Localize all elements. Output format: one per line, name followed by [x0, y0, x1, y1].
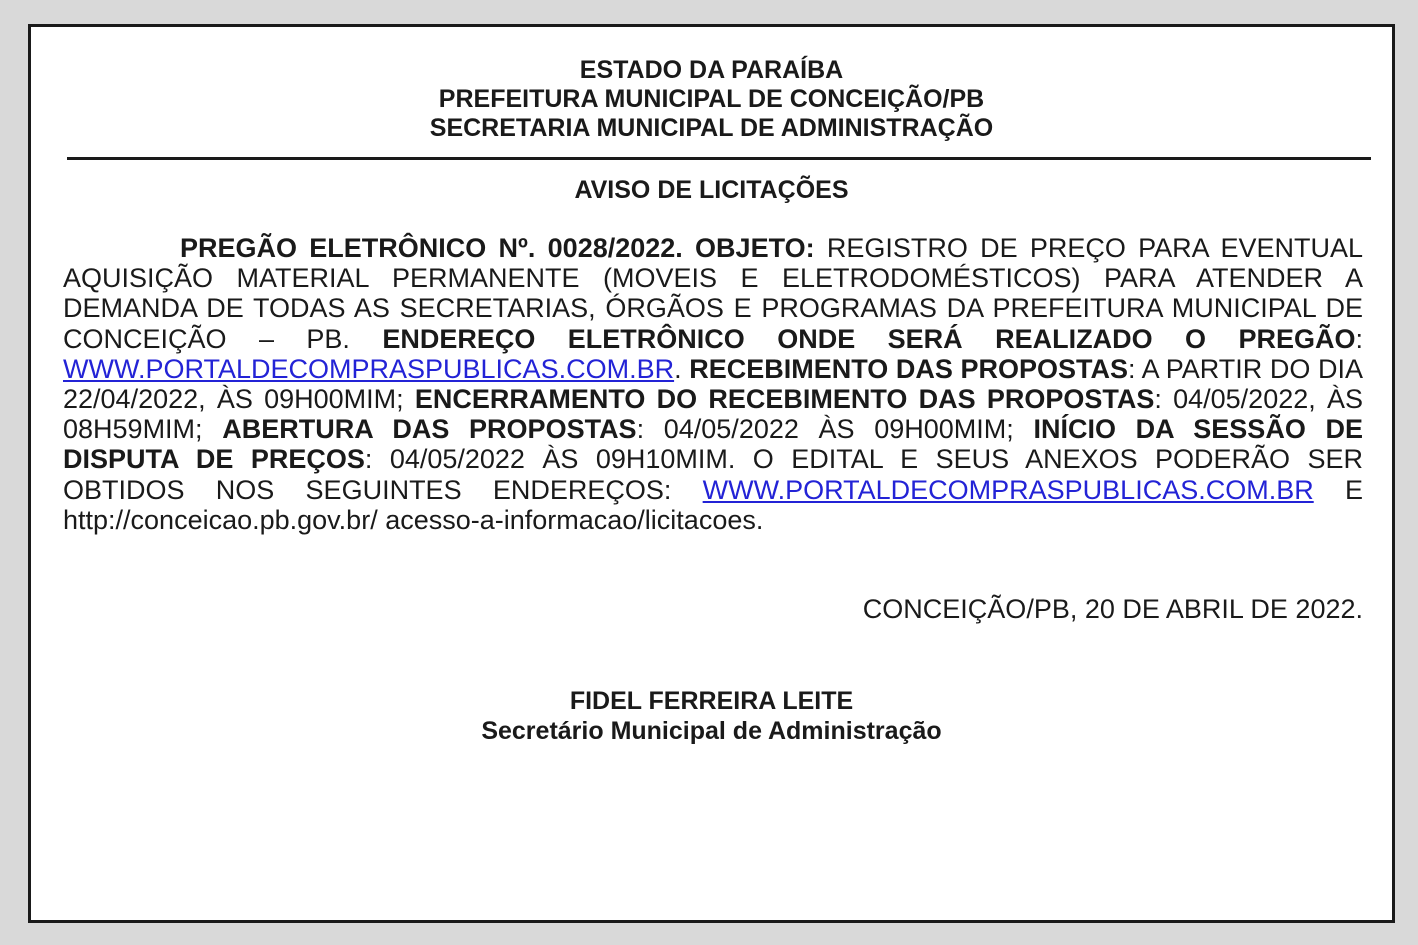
notice-body	[63, 233, 1363, 535]
text-encerramento: : 04/05/2022, ÀS 08H59MIM;	[63, 384, 1363, 445]
notice-frame	[28, 24, 1395, 923]
label-abertura: ABERTURA DAS PROPOSTAS	[222, 414, 637, 445]
portal-link-2[interactable]: WWW.PORTALDECOMPRASPUBLICAS.COM.BR	[702, 474, 1314, 505]
signatory-name: FIDEL FERREIRA LEITE	[569, 687, 854, 715]
header-block	[31, 56, 1392, 143]
header-municipality: PREFEITURA MUNICIPAL DE CONCEIÇÃO/PB	[438, 85, 985, 113]
header-department: SECRETARIA MUNICIPAL DE ADMINISTRAÇÃO	[429, 114, 994, 142]
place-date: CONCEIÇÃO/PB, 20 DE ABRIL DE 2022.	[862, 594, 1363, 624]
signature-block	[31, 686, 1392, 746]
label-recebimento: RECEBIMENTO DAS PROPOSTAS	[689, 353, 1128, 384]
header-state: ESTADO DA PARAÍBA	[579, 56, 844, 84]
header-divider	[67, 157, 1371, 160]
text-recebimento: : A PARTIR DO DIA 22/04/2022, ÀS 09H00MIM;	[63, 353, 1363, 415]
label-encerramento: ENCERRAMENTO DO RECEBIMENTO DAS PROPOSTAS	[414, 384, 1155, 415]
signatory-role: Secretário Municipal de Administração	[481, 717, 942, 745]
label-pregao: PREGÃO ELETRÔNICO Nº. 0028/2022. OBJETO:	[180, 233, 815, 263]
label-endereco: ENDEREÇO ELETRÔNICO ONDE SERÁ REALIZADO O PREGÃO	[382, 323, 1356, 354]
text-abertura: : 04/05/2022 ÀS 09H00MIM;	[636, 414, 1034, 445]
sep-endereco: :	[1355, 323, 1363, 354]
sep-after-link: .	[674, 353, 690, 384]
text-tail: E http://conceicao.pb.gov.br/ acesso-a-informacao/licitacoes.	[63, 474, 1363, 535]
text-objeto: REGISTRO DE PREÇO PARA EVENTUAL AQUISIÇÃO MATERIAL PERMANENTE (MOVEIS E ELETRODOMÉSTICOS) PARA ATENDER A DEMANDA DE TODAS AS SECRETARIAS, ÓRGÃOS E PROGRAMAS DA PREFEITURA MUNICIPAL DE CONCEIÇÃO – PB.	[63, 233, 1363, 354]
label-inicio: INÍCIO DA SESSÃO DE DISPUTA DE PREÇOS	[63, 414, 1363, 475]
notice-title: AVISO DE LICITAÇÕES	[574, 176, 849, 204]
text-inicio: : 04/05/2022 ÀS 09H10MIM. O EDITAL E SEUS ANEXOS PODERÃO SER OBTIDOS NOS SEGUINTES ENDEREÇOS:	[63, 444, 1363, 505]
portal-link-1[interactable]: WWW.PORTALDECOMPRASPUBLICAS.COM.BR	[63, 353, 675, 384]
